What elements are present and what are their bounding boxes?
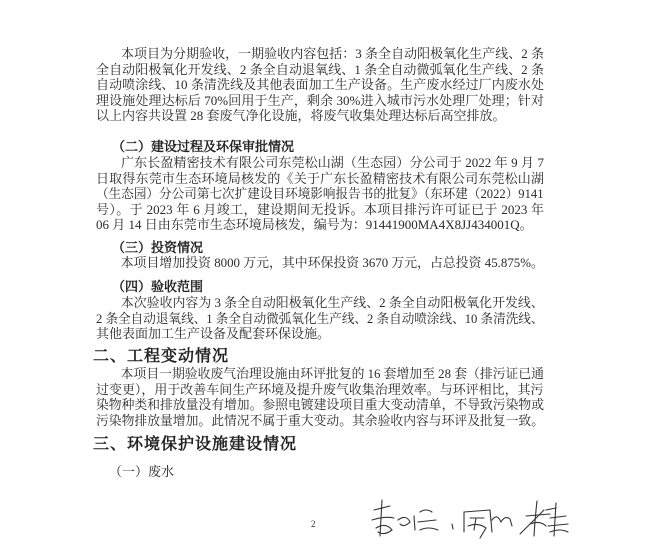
- paragraph-line: 以上内容共设置 28 套废气净化设施，将废气收集处理达标后高空排放。: [96, 108, 506, 123]
- paragraph-line: 本项目为分期验收，一期验收内容包括：3 条全自动阳极氧化生产线、2 条: [121, 46, 544, 61]
- paragraph-line: 日取得东莞市生态环境局核发的《关于广东长盈精密技术有限公司东莞松山湖: [96, 170, 544, 186]
- paragraph-line: （生态园）分公司第七次扩建设目环境影响报告书的批复》（东环建（2022）9141: [96, 186, 544, 201]
- paragraph-line: 全自动阳极氧化开发线、2 条全自动退氧线、1 条全自动微弧氧化生产线、2 条: [96, 61, 544, 77]
- signature-name-1: [372, 500, 438, 536]
- signature-name-3: [520, 501, 568, 536]
- paragraph-line: 自动喷涂线、10 条清洗线及其他表面加工生产设备。生产废水经过厂内废水处: [96, 77, 544, 92]
- investment-paragraph: [96, 255, 544, 271]
- paragraph-line: 广东长盈精密技术有限公司东莞松山湖（生态园）分公司于 2022 年 9 月 7: [121, 155, 544, 170]
- paragraph-line: 本项目一期验收废气治理设施由环评批复的 16 套增加至 28 套（排污证已通: [120, 366, 545, 381]
- construction-approval-paragraph: [96, 155, 544, 233]
- paragraph-line: 过变更），用于改善车间生产环境及提升废气收集治理效率。与环评相比，其污: [96, 381, 544, 397]
- section-heading-engineering-changes: 二、工程变动情况: [93, 348, 230, 365]
- paragraph-line: 06 月 14 日由东莞市生态环境局核发，编号为：91441900MA4X8JJ434001Q。: [96, 217, 533, 232]
- engineering-changes-paragraph: [96, 366, 544, 428]
- subsection-heading-acceptance-scope: （四）验收范围: [112, 279, 204, 294]
- signature-name-2: [452, 510, 512, 538]
- paragraph-line: 其他表面加工生产设备及配套环保设施。: [96, 326, 331, 341]
- handwritten-signature: [360, 496, 575, 542]
- paragraph-line: 污染物排放量增加。此情况不属于重大变动。其余验收内容与环评及批复一致。: [96, 412, 545, 428]
- subsection-heading-construction-approval: （二）建设过程及环保审批情况: [112, 139, 295, 154]
- paragraph-line: 本项目增加投资 8000 万元，其中环保投资 3670 万元，占总投资 45.875%。: [120, 255, 544, 270]
- subsection-heading-wastewater: （一）废水: [109, 464, 175, 479]
- paragraph-line: 号）。于 2023 年 6 月竣工，建设期间无投诉。本项目排污许可证已于 2023 年: [96, 201, 544, 217]
- paragraph-line: 理设施处理达标后 70%回用于生产，剩余 30%进入城市污水处理厂处理；针对: [96, 92, 544, 108]
- section-heading-environmental-facilities: 三、环境保护设施建设情况: [93, 436, 298, 453]
- acceptance-scope-paragraph: [96, 295, 544, 342]
- paragraph-line: 本次验收内容为 3 条全自动阳极氧化生产线、2 条全自动阳极氧化开发线、: [120, 295, 544, 310]
- subsection-heading-investment: （三）投资情况: [112, 240, 204, 255]
- intro-paragraph: [96, 46, 544, 124]
- page-number: 2: [311, 519, 316, 529]
- paragraph-line: 2 条全自动退氧线、1 条全自动微弧氧化生产线、2 条自动喷涂线、10 条清洗线、: [96, 310, 544, 326]
- paragraph-line: 染物种类和排放量没有增加。参照电镀建设项目重大变动清单，不导致污染物或: [96, 397, 545, 412]
